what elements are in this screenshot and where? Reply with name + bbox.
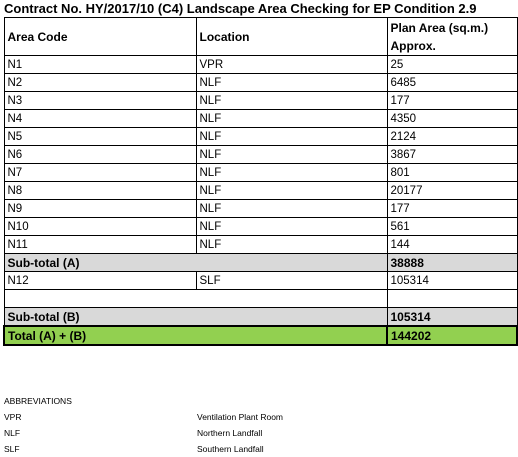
plan-area-cell: 177 <box>387 92 517 110</box>
header-location: Location <box>196 18 387 56</box>
area-code-cell: N1 <box>4 56 196 74</box>
plan-area-cell: 144 <box>387 236 517 254</box>
location-cell: NLF <box>196 146 387 164</box>
abbreviation-code: SLF <box>4 444 20 454</box>
area-code-cell: N6 <box>4 146 196 164</box>
plan-area-cell: 801 <box>387 164 517 182</box>
location-cell: NLF <box>196 164 387 182</box>
total-row-label: Total (A) + (B) <box>4 326 387 345</box>
table-row <box>4 218 517 236</box>
table-row <box>4 164 517 182</box>
blank-row <box>4 290 517 308</box>
area-code-cell: N5 <box>4 128 196 146</box>
area-code-cell: N2 <box>4 74 196 92</box>
plan-area-cell: 177 <box>387 200 517 218</box>
header-plan-area-line1: Plan Area (sq.m.) <box>390 21 489 35</box>
abbreviation-code: NLF <box>4 428 21 438</box>
plan-area-cell: 4350 <box>387 110 517 128</box>
blank-cell <box>387 290 517 308</box>
subtotal-a-row-label: Sub-total (A) <box>4 254 387 272</box>
abbreviations-heading: ABBREVIATIONS <box>4 396 72 406</box>
abbreviation-item <box>4 409 283 425</box>
table-row <box>4 92 517 110</box>
table-row <box>4 56 517 74</box>
header-plan-area <box>387 18 517 56</box>
location-cell: NLF <box>196 128 387 146</box>
plan-area-cell: 105314 <box>387 272 517 290</box>
abbreviation-item <box>4 441 283 457</box>
abbreviations-section <box>4 393 283 457</box>
area-code-cell: N10 <box>4 218 196 236</box>
header-area-code: Area Code <box>4 18 196 56</box>
table-row <box>4 128 517 146</box>
location-cell: NLF <box>196 92 387 110</box>
location-cell: NLF <box>196 110 387 128</box>
area-code-cell: N9 <box>4 200 196 218</box>
area-code-cell: N3 <box>4 92 196 110</box>
plan-area-cell: 20177 <box>387 182 517 200</box>
total-row-value: 144202 <box>387 326 517 345</box>
subtotal-b-row-value: 105314 <box>387 308 517 327</box>
area-code-cell: N4 <box>4 110 196 128</box>
area-code-cell: N12 <box>4 272 196 290</box>
document-title: Contract No. HY/2017/10 (C4) Landscape Area Checking for EP Condition 2.9 <box>4 1 477 16</box>
plan-area-cell: 2124 <box>387 128 517 146</box>
plan-area-cell: 561 <box>387 218 517 236</box>
table-row <box>4 182 517 200</box>
abbreviation-code: VPR <box>4 412 22 422</box>
abbreviations-list <box>4 409 283 457</box>
table-header-row <box>4 18 517 56</box>
subtotal-a-row <box>4 254 517 272</box>
location-cell: NLF <box>196 200 387 218</box>
abbreviation-meaning: Ventilation Plant Room <box>197 412 283 422</box>
location-cell: NLF <box>196 182 387 200</box>
area-code-cell: N11 <box>4 236 196 254</box>
subtotal-b-row <box>4 308 517 327</box>
table-row <box>4 74 517 92</box>
landscape-area-table <box>3 17 518 346</box>
total-row <box>4 326 517 345</box>
abbreviation-item <box>4 425 283 441</box>
subtotal-a-row-value: 38888 <box>387 254 517 272</box>
subtotal-b-row-label: Sub-total (B) <box>4 308 387 327</box>
abbreviation-meaning: Northern Landfall <box>197 428 263 438</box>
location-cell: NLF <box>196 218 387 236</box>
header-plan-area-line2: Approx. <box>390 39 436 53</box>
blank-cell <box>4 290 387 308</box>
plan-area-cell: 25 <box>387 56 517 74</box>
plan-area-cell: 3867 <box>387 146 517 164</box>
table-row <box>4 200 517 218</box>
table-row <box>4 272 517 290</box>
table-row <box>4 146 517 164</box>
area-code-cell: N8 <box>4 182 196 200</box>
abbreviation-meaning: Southern Landfall <box>197 444 264 454</box>
location-cell: NLF <box>196 74 387 92</box>
area-code-cell: N7 <box>4 164 196 182</box>
plan-area-cell: 6485 <box>387 74 517 92</box>
location-cell: VPR <box>196 56 387 74</box>
table-row <box>4 236 517 254</box>
table-row <box>4 110 517 128</box>
location-cell: NLF <box>196 236 387 254</box>
location-cell: SLF <box>196 272 387 290</box>
